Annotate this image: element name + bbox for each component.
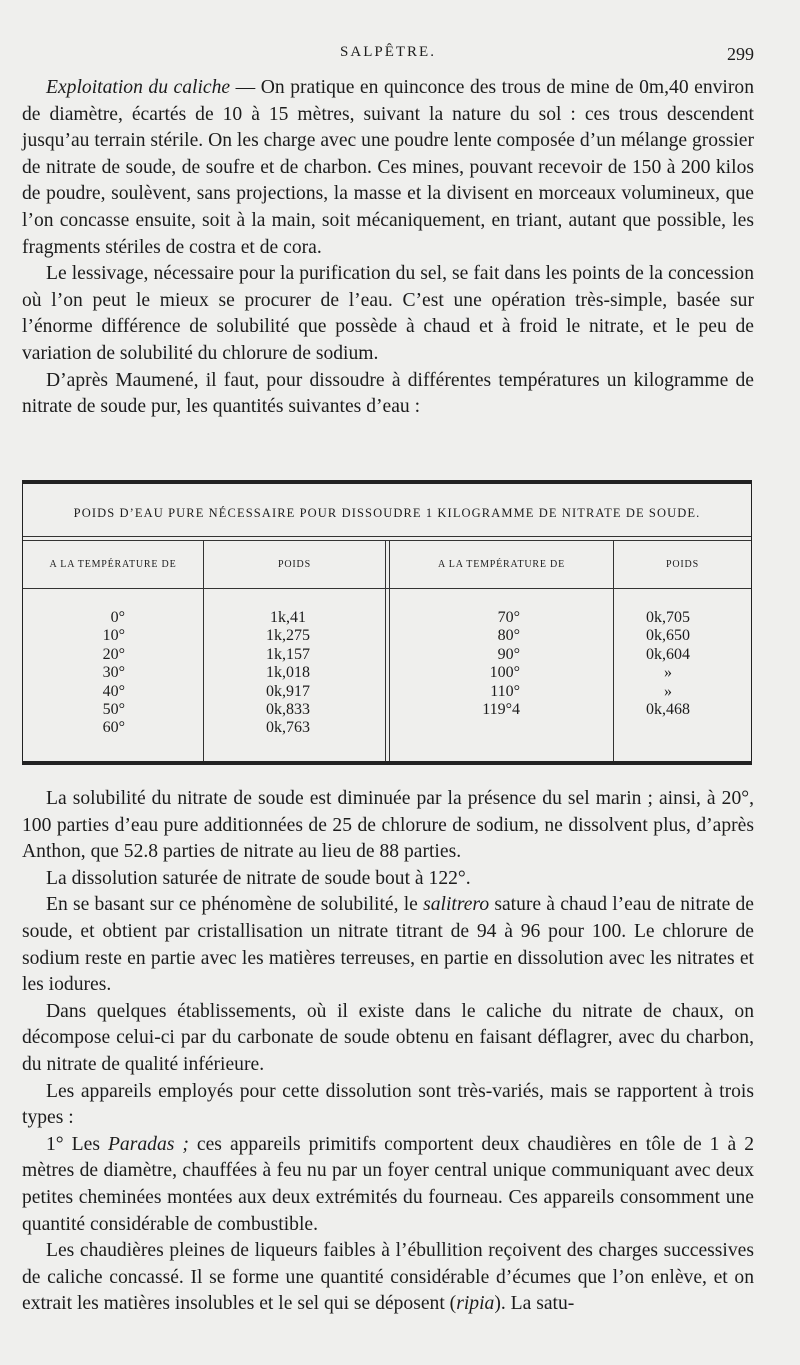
table-cell: 100°	[489, 664, 520, 682]
running-head-title: SALPÊTRE.	[340, 44, 436, 60]
text-span: ces appareils primitifs comportent deux chaudières en tôle de 1 à 2 mètres de diamètre, chauffées à feu nu par un foyer central unique communiquant avec deux petites cheminées montées aux deux extrémités du fourneau. Ces appareils consomment une quantité considérable de combustible.	[22, 1133, 754, 1235]
table-cell: 0°	[110, 609, 125, 626]
table-cell: 70°	[497, 609, 520, 626]
table-cell: 30°	[102, 664, 125, 682]
header-weight-right: POIDS	[666, 559, 699, 570]
text-span: En se basant sur ce phénomène de solubilité, le	[46, 894, 424, 916]
table-cell: 0k,650	[646, 627, 690, 645]
table-cell: 40°	[102, 682, 125, 700]
paragraph-paradas	[22, 1132, 754, 1238]
table-cell: 1k,157	[266, 645, 310, 663]
paragraph-heading: Exploitation du caliche	[46, 77, 231, 98]
table-title: POIDS D’EAU PURE NÉCESSAIRE POUR DISSOUDRE 1 KILOGRAMME DE NITRATE DE SOUDE.	[73, 506, 701, 520]
column-divider	[613, 540, 614, 761]
upper-text	[22, 75, 754, 421]
right-weight-column	[628, 609, 708, 719]
text-span: Les	[63, 1133, 108, 1155]
column-divider-double	[385, 540, 386, 761]
text-span: sature à chaud l’eau de nitrate de soude, et obtient par cristallisation un nitrate titrant de 94 à 96 pour 100. Le chlorure de sodium reste en partie avec les matières terreuses, en partie en dissolution avec les nitrates et les iodures.	[22, 894, 754, 996]
table-cell: 0k,917	[266, 682, 310, 700]
table-cell: 1k,275	[266, 627, 310, 645]
table-cell: 0k,763	[266, 719, 310, 737]
table-cell: »	[664, 664, 672, 682]
right-temperature-column	[390, 609, 520, 719]
table-cell: 90°	[497, 645, 520, 663]
paragraph-appareils: Les appareils employés pour cette dissolution sont très-variés, mais se rapportent à trois types :	[22, 1080, 754, 1129]
table-cell: 0k,468	[646, 701, 690, 719]
lower-text	[22, 786, 754, 1318]
header-weight-left: POIDS	[278, 559, 311, 570]
table-rule-top-2	[23, 540, 751, 541]
paragraph-chaudieres	[22, 1238, 754, 1318]
italic-term: Paradas ;	[107, 1133, 189, 1155]
list-number: 1°	[46, 1133, 64, 1155]
table-cell: 80°	[497, 627, 520, 645]
paragraph-exploitation	[22, 75, 754, 261]
table-header-rule	[23, 588, 751, 589]
paragraph-text: — On pratique en quinconce des trous de mine de 0m,40 environ de diamètre, écartés de 10 à 15 mètres, suivant la nature du sol : ces trous descendent jusqu’au terrain stérile. On les charge avec une poudre lente composée d’un mélange grossier de nitrate de soude, de soufre et de charbon. Ces mines, pouvant recevoir de 150 à 200 kilos de poudre, soulèvent, sans projections, la masse et la divisent en morceaux volumineux, que l’on concasse ensuite, soit à la main, soit mécaniquement, en triant, autant que possible, les fragments stériles de costra et de cora.	[22, 77, 754, 258]
table-cell: 60°	[102, 719, 125, 737]
table-cell: 20°	[102, 645, 125, 663]
table-cell: 0k,833	[266, 701, 310, 719]
paragraph-nitrate-chaux: Dans quelques établissements, où il existe dans le caliche du nitrate de chaux, on décompose celui-ci par du carbonate de soude obtenu en faisant déflagrer, avec du charbon, du nitrate de qualité inférieure.	[22, 1000, 754, 1075]
paragraph-ebullition: La dissolution saturée de nitrate de soude bout à 122°.	[46, 867, 471, 889]
running-head	[22, 44, 754, 70]
column-divider	[203, 540, 204, 761]
table-cell: 0k,705	[646, 609, 690, 626]
italic-term: salitrero	[423, 894, 490, 916]
paragraph-sel-marin: La solubilité du nitrate de soude est diminuée par la présence du sel marin ; ainsi, à 20°, 100 parties d’eau pure additionnées de 25 de chlorure de sodium, ne dissolvent plus, d’après Anthon, que 52.8 parties de nitrate au lieu de 88 parties.	[22, 788, 754, 863]
paragraph-maumene: D’après Maumené, il faut, pour dissoudre à différentes températures un kilogramme de nitrate de soude pur, les quantités suivantes d’eau :	[22, 369, 754, 418]
text-span: Les chaudières pleines de liqueurs faibles à l’ébullition reçoivent des charges successives de caliche concassé. Il se forme une quantité considérable d’écumes que l’on enlève, et on extrait les matières insolubles et le sel qui se déposent (	[22, 1240, 754, 1315]
table-cell: »	[664, 682, 672, 700]
table-cell: 10°	[102, 627, 125, 645]
text-span: ). La satu-	[494, 1293, 575, 1315]
table-cell: 1k,41	[270, 609, 306, 626]
paragraph-lessivage: Le lessivage, nécessaire pour la purification du sel, se fait dans les points de la concession où l’on peut le mieux se procurer de l’eau. C’est une opération très-simple, basée sur l’énorme différence de solubilité que possède à chaud et à froid le nitrate, et le peu de variation de solubilité du chlorure de sodium.	[22, 263, 754, 364]
table-cell: 110°	[490, 682, 520, 700]
table-cell: 50°	[102, 701, 125, 719]
page-number: 299	[727, 44, 754, 64]
left-weight-column	[238, 609, 338, 738]
header-temperature-left: A LA TEMPÉRATURE DE	[49, 559, 177, 570]
table-cell: 1k,018	[266, 664, 310, 682]
italic-term: ripia	[456, 1293, 495, 1315]
header-temperature-right: A LA TEMPÉRATURE DE	[438, 559, 565, 570]
left-temperature-column	[23, 609, 125, 738]
table-cell: 0k,604	[646, 645, 690, 663]
table-rule-top	[23, 536, 751, 537]
paragraph-salitrero	[22, 892, 754, 998]
solubility-table	[22, 480, 752, 765]
table-cell: 119°4	[482, 701, 520, 719]
